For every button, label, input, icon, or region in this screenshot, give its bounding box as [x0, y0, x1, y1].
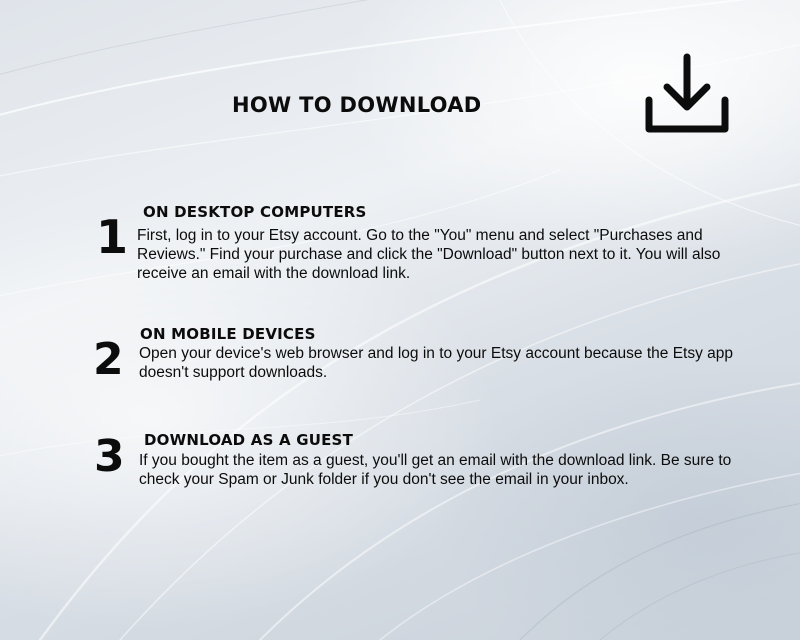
- step-text: Open your device's web browser and log in to your Etsy account because the Etsy app doesn't support downloads.: [139, 345, 734, 381]
- page-title: HOW TO DOWNLOAD: [232, 93, 482, 117]
- step-text: If you bought the item as a guest, you'll get an email with the download link. Be sure to check your Spam or Junk folder if you don't see the email in your inbox.: [139, 452, 732, 488]
- download-icon: [643, 52, 731, 134]
- step-heading: ON MOBILE DEVICES: [140, 325, 316, 343]
- step-text: First, log in to your Etsy account. Go to the "You" menu and select "Purchases and Reviews." Find your purchase and click the "Download" button next to it. You will also receive an email with the download link.: [137, 227, 721, 282]
- step-number: 3: [94, 431, 125, 482]
- step-number: 1: [96, 210, 129, 264]
- step-number: 2: [93, 334, 124, 385]
- step-heading: DOWNLOAD AS A GUEST: [144, 431, 353, 449]
- step-heading: ON DESKTOP COMPUTERS: [143, 203, 367, 221]
